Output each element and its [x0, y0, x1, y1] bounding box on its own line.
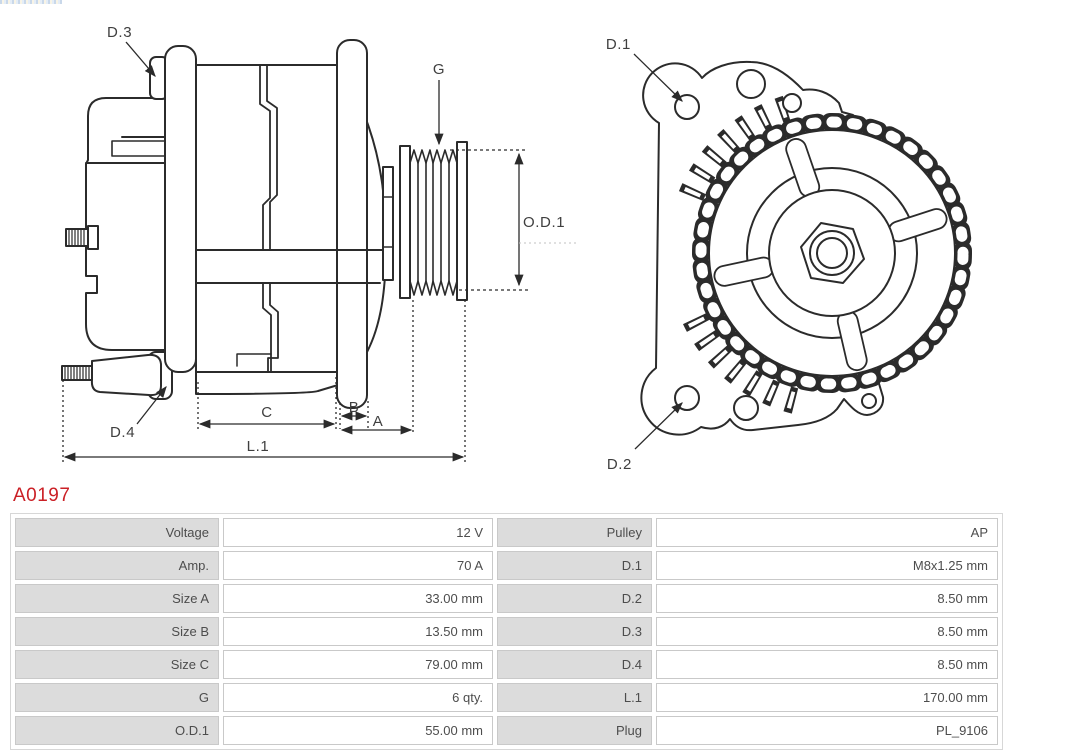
spec-label-cell: Size C: [15, 650, 219, 679]
pulley: [400, 142, 467, 300]
stator-body-lower: [196, 283, 338, 372]
bridge-hole-bottom: [734, 396, 758, 420]
dim-label-d3: D.3: [107, 24, 133, 41]
dim-label-d1: D.1: [605, 36, 631, 53]
spec-value-cell: 55.00 mm: [223, 716, 493, 745]
table-row: [15, 683, 998, 712]
lobe-hole-small: [783, 94, 801, 112]
mounting-stud-lower: [62, 366, 92, 380]
spec-value-cell: 8.50 mm: [656, 617, 998, 646]
spec-label-cell: Amp.: [15, 551, 219, 580]
table-row: [15, 518, 998, 547]
spec-value-cell: M8x1.25 mm: [656, 551, 998, 580]
shaft-end: [817, 238, 847, 268]
dim-label-d4: D.4: [110, 424, 136, 441]
dim-label-od1: O.D.1: [523, 214, 566, 231]
dim-label-c: C: [261, 404, 273, 421]
spec-label-cell: Voltage: [15, 518, 219, 547]
spec-value-cell: 8.50 mm: [656, 650, 998, 679]
spec-label-cell: D.2: [497, 584, 652, 613]
spec-value-cell: PL_9106: [656, 716, 998, 745]
spec-value-cell: 79.00 mm: [223, 650, 493, 679]
table-row: [15, 650, 998, 679]
spec-label-cell: O.D.1: [15, 716, 219, 745]
spec-label-cell: Size A: [15, 584, 219, 613]
specs-table: [11, 514, 1002, 749]
spec-value-cell: 6 qty.: [223, 683, 493, 712]
alternator-side-view: [62, 40, 467, 408]
table-row: [15, 584, 998, 613]
spec-label-cell: L.1: [497, 683, 652, 712]
dim-label-g: G: [432, 61, 446, 78]
foot-hole: [862, 394, 876, 408]
table-row: [15, 716, 998, 745]
spec-value-cell: 8.50 mm: [656, 584, 998, 613]
mount-hole-d1: [675, 95, 699, 119]
spec-label-cell: Pulley: [497, 518, 652, 547]
terminal-stud-upper: [66, 226, 98, 249]
spec-value-cell: AP: [656, 518, 998, 547]
body-foot: [196, 372, 338, 394]
spec-label-cell: Size B: [15, 617, 219, 646]
alternator-front-view: [641, 62, 963, 435]
dim-label-b: B: [348, 399, 360, 416]
spec-value-cell: 70 A: [223, 551, 493, 580]
dim-label-d2: D.2: [606, 456, 632, 473]
spec-value-cell: 13.50 mm: [223, 617, 493, 646]
spec-label-cell: G: [15, 683, 219, 712]
front-bracket: [337, 40, 367, 408]
shaft: [383, 167, 393, 280]
table-row: [15, 551, 998, 580]
dim-label-l1: L.1: [246, 438, 270, 455]
spec-value-cell: 12 V: [223, 518, 493, 547]
table-row: [15, 617, 998, 646]
spec-label-cell: D.3: [497, 617, 652, 646]
spec-label-cell: D.4: [497, 650, 652, 679]
part-number: A0197: [13, 485, 71, 506]
dim-label-a: A: [372, 413, 384, 430]
spec-label-cell: D.1: [497, 551, 652, 580]
spec-value-cell: 33.00 mm: [223, 584, 493, 613]
spec-value-cell: 170.00 mm: [656, 683, 998, 712]
specs-table-wrapper: [10, 513, 1003, 750]
rear-housing: [86, 98, 165, 350]
rear-bracket: [165, 46, 196, 372]
mounting-lug-lower: [92, 355, 161, 395]
lobe-hole-top: [737, 70, 765, 98]
spec-label-cell: Plug: [497, 716, 652, 745]
